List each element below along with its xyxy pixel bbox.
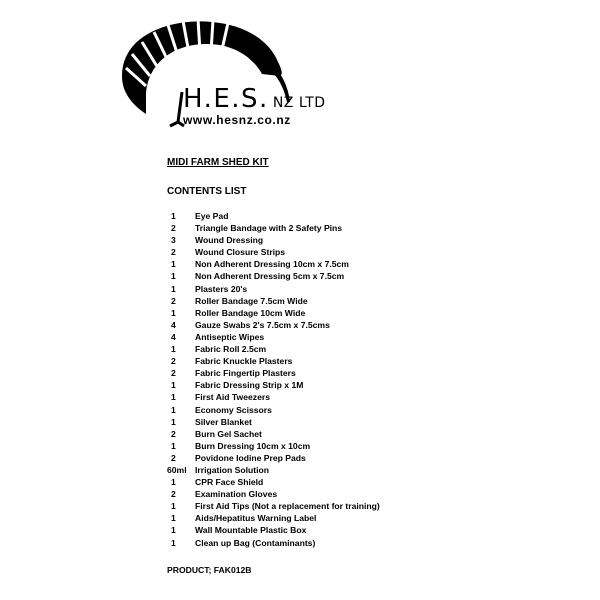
item-name: Wound Closure Strips (195, 247, 286, 258)
item-quantity: 2 (171, 356, 176, 367)
website-url[interactable]: www.hesnz.co.nz (183, 113, 291, 127)
item-name: Wall Mountable Plastic Box (195, 525, 307, 536)
item-name: Plasters 20's (195, 283, 248, 294)
item-quantity: 1 (171, 416, 176, 427)
item-quantity: 1 (171, 380, 176, 391)
item-name: Non Adherent Dressing 5cm x 7.5cm (195, 271, 345, 282)
item-name: Non Adherent Dressing 10cm x 7.5cm (195, 259, 349, 270)
item-quantity: 1 (171, 307, 176, 318)
item-name: Antiseptic Wipes (195, 331, 265, 342)
list-item (0, 368, 600, 380)
item-quantity: 3 (171, 235, 176, 246)
list-item (0, 417, 600, 429)
list-item (0, 296, 600, 308)
item-name: Irrigation Solution (195, 464, 269, 475)
item-quantity: 1 (171, 211, 176, 221)
item-name: Eye Pad (195, 211, 229, 221)
item-name: Fabric Fingertip Plasters (195, 368, 296, 379)
item-name: Fabric Roll 2.5cm (195, 344, 267, 355)
item-name: Povidone Iodine Prep Pads (195, 452, 306, 463)
list-item (0, 259, 600, 271)
item-name: Economy Scissors (195, 404, 272, 415)
list-item (0, 525, 600, 537)
list-item (0, 344, 600, 356)
brand-main: H.E.S. (183, 84, 269, 114)
item-quantity: 1 (171, 392, 176, 403)
item-quantity: 2 (171, 223, 176, 234)
list-item (0, 513, 600, 525)
item-quantity: 2 (171, 428, 176, 439)
item-name: Aids/Hepatitus Warning Label (195, 513, 317, 524)
item-quantity: 4 (171, 331, 176, 342)
item-name: Examination Gloves (195, 489, 278, 500)
list-item (0, 489, 600, 501)
item-quantity: 2 (171, 295, 176, 306)
item-name: First Aid Tips (Not a replacement for training) (195, 501, 380, 512)
item-quantity: 2 (171, 247, 176, 258)
item-quantity: 4 (171, 319, 176, 330)
item-quantity: 1 (171, 283, 176, 294)
item-quantity: 2 (171, 489, 176, 500)
item-name: First Aid Tweezers (195, 392, 270, 403)
list-item (0, 320, 600, 332)
list-item (0, 308, 600, 320)
list-item (0, 235, 600, 247)
list-item (0, 465, 600, 477)
item-name: Triangle Bandage with 2 Safety Pins (195, 223, 343, 234)
contents-list (0, 211, 600, 550)
item-name: Roller Bandage 7.5cm Wide (195, 295, 308, 306)
list-item (0, 501, 600, 513)
item-quantity: 60ml (167, 464, 187, 475)
item-quantity: 1 (171, 404, 176, 415)
item-name: Burn Dressing 10cm x 10cm (195, 440, 311, 451)
list-item (0, 284, 600, 296)
item-name: Roller Bandage 10cm Wide (195, 307, 306, 318)
item-name: Silver Blanket (195, 416, 252, 427)
item-name: CPR Face Shield (195, 477, 264, 488)
item-name: Fabric Dressing Strip x 1M (195, 380, 304, 391)
list-item (0, 441, 600, 453)
list-item (0, 538, 600, 550)
item-quantity: 1 (171, 259, 176, 270)
product-code: PRODUCT; FAK012B (167, 565, 252, 575)
item-name: Clean up Bag (Contaminants) (195, 537, 316, 548)
list-item (0, 247, 600, 259)
brand-suffix: NZ LTD (272, 95, 326, 111)
item-name: Wound Dressing (195, 235, 264, 246)
kit-title: MIDI FARM SHED KIT (167, 157, 269, 168)
item-quantity: 1 (171, 513, 176, 524)
item-quantity: 1 (171, 477, 176, 488)
item-quantity: 1 (171, 271, 176, 282)
list-item (0, 332, 600, 344)
list-item (0, 211, 600, 223)
item-quantity: 2 (171, 452, 176, 463)
list-item (0, 429, 600, 441)
item-quantity: 1 (171, 344, 176, 355)
list-item (0, 392, 600, 404)
list-item (0, 271, 600, 283)
list-item (0, 405, 600, 417)
item-quantity: 1 (171, 525, 176, 536)
item-quantity: 2 (171, 368, 176, 379)
list-item (0, 477, 600, 489)
item-quantity: 1 (171, 501, 176, 512)
item-quantity: 1 (171, 537, 176, 548)
item-quantity: 1 (171, 440, 176, 451)
list-item (0, 453, 600, 465)
brand-name (183, 84, 326, 114)
contents-list-heading: CONTENTS LIST (167, 186, 247, 197)
item-name: Fabric Knuckle Plasters (195, 356, 293, 367)
list-item (0, 223, 600, 235)
item-name: Gauze Swabs 2's 7.5cm x 7.5cms (195, 319, 330, 330)
list-item (0, 356, 600, 368)
list-item (0, 380, 600, 392)
item-name: Burn Gel Sachet (195, 428, 262, 439)
